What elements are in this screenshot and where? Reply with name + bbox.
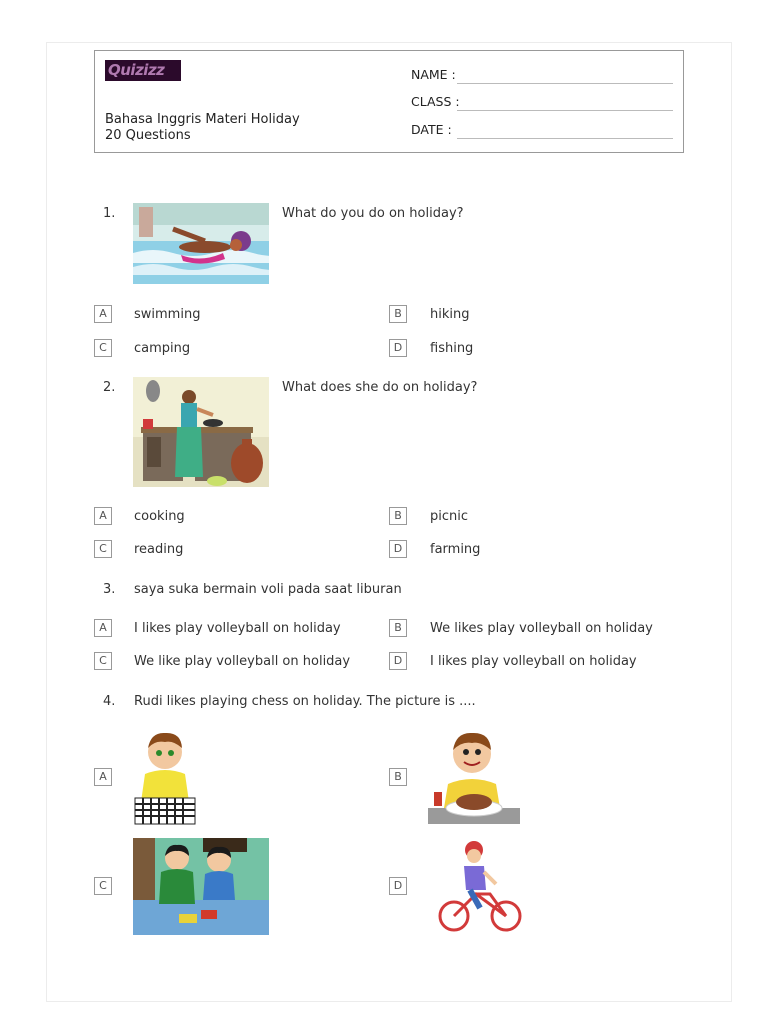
q2-option-c-letter[interactable]: C: [94, 540, 112, 558]
q4-option-a-letter[interactable]: A: [94, 768, 112, 786]
q3-option-d-letter[interactable]: D: [389, 652, 407, 670]
question-1-number: 1.: [103, 206, 116, 221]
q1-option-c-letter[interactable]: C: [94, 339, 112, 357]
q1-option-b-letter[interactable]: B: [389, 305, 407, 323]
quizizz-logo: Quizizz: [105, 60, 181, 81]
q1-option-a-letter[interactable]: A: [94, 305, 112, 323]
q1-option-a-text[interactable]: swimming: [134, 307, 201, 322]
question-count: 20 Questions: [105, 128, 191, 143]
worksheet-title: Bahasa Inggris Materi Holiday: [105, 112, 300, 127]
name-label: NAME :: [411, 67, 456, 82]
q3-option-a-letter[interactable]: A: [94, 619, 112, 637]
question-2-number: 2.: [103, 380, 116, 395]
date-label: DATE :: [411, 122, 452, 137]
q4-option-b-letter[interactable]: B: [389, 768, 407, 786]
q2-option-d-letter[interactable]: D: [389, 540, 407, 558]
question-3-number: 3.: [103, 582, 116, 597]
q2-option-a-letter[interactable]: A: [94, 507, 112, 525]
q1-option-b-text[interactable]: hiking: [430, 307, 470, 322]
q2-option-b-text[interactable]: picnic: [430, 509, 469, 524]
q3-option-c-letter[interactable]: C: [94, 652, 112, 670]
q1-option-c-text[interactable]: camping: [134, 341, 191, 356]
q3-option-d-text[interactable]: I likes play volleyball on holiday: [430, 654, 637, 669]
q1-option-d-text[interactable]: fishing: [430, 341, 474, 356]
class-input-line[interactable]: [457, 110, 673, 111]
boy-eating-image[interactable]: [428, 728, 520, 828]
woman-cooking-image: [133, 377, 269, 487]
boy-riding-bike-image[interactable]: [430, 838, 528, 938]
kids-playing-cars-image[interactable]: [133, 838, 269, 935]
q2-option-c-text[interactable]: reading: [134, 542, 184, 557]
q4-option-d-letter[interactable]: D: [389, 877, 407, 895]
question-4-number: 4.: [103, 694, 116, 709]
question-4-text: Rudi likes playing chess on holiday. The picture is ....: [134, 694, 476, 709]
q2-option-b-letter[interactable]: B: [389, 507, 407, 525]
date-input-line[interactable]: [457, 138, 673, 139]
q3-option-b-text[interactable]: We likes play volleyball on holiday: [430, 621, 653, 636]
q2-option-d-text[interactable]: farming: [430, 542, 481, 557]
boy-playing-chess-image[interactable]: [133, 728, 197, 827]
name-input-line[interactable]: [457, 83, 673, 84]
q3-option-b-letter[interactable]: B: [389, 619, 407, 637]
question-2-text: What does she do on holiday?: [282, 380, 478, 395]
question-3-text: saya suka bermain voli pada saat liburan: [134, 582, 402, 597]
class-label: CLASS :: [411, 94, 460, 109]
q3-option-c-text[interactable]: We like play volleyball on holiday: [134, 654, 351, 669]
question-1-text: What do you do on holiday?: [282, 206, 464, 221]
swimmer-image: [133, 203, 269, 284]
q4-option-c-letter[interactable]: C: [94, 877, 112, 895]
q3-option-a-text[interactable]: I likes play volleyball on holiday: [134, 621, 341, 636]
q2-option-a-text[interactable]: cooking: [134, 509, 185, 524]
worksheet-header: [94, 50, 684, 153]
q1-option-d-letter[interactable]: D: [389, 339, 407, 357]
